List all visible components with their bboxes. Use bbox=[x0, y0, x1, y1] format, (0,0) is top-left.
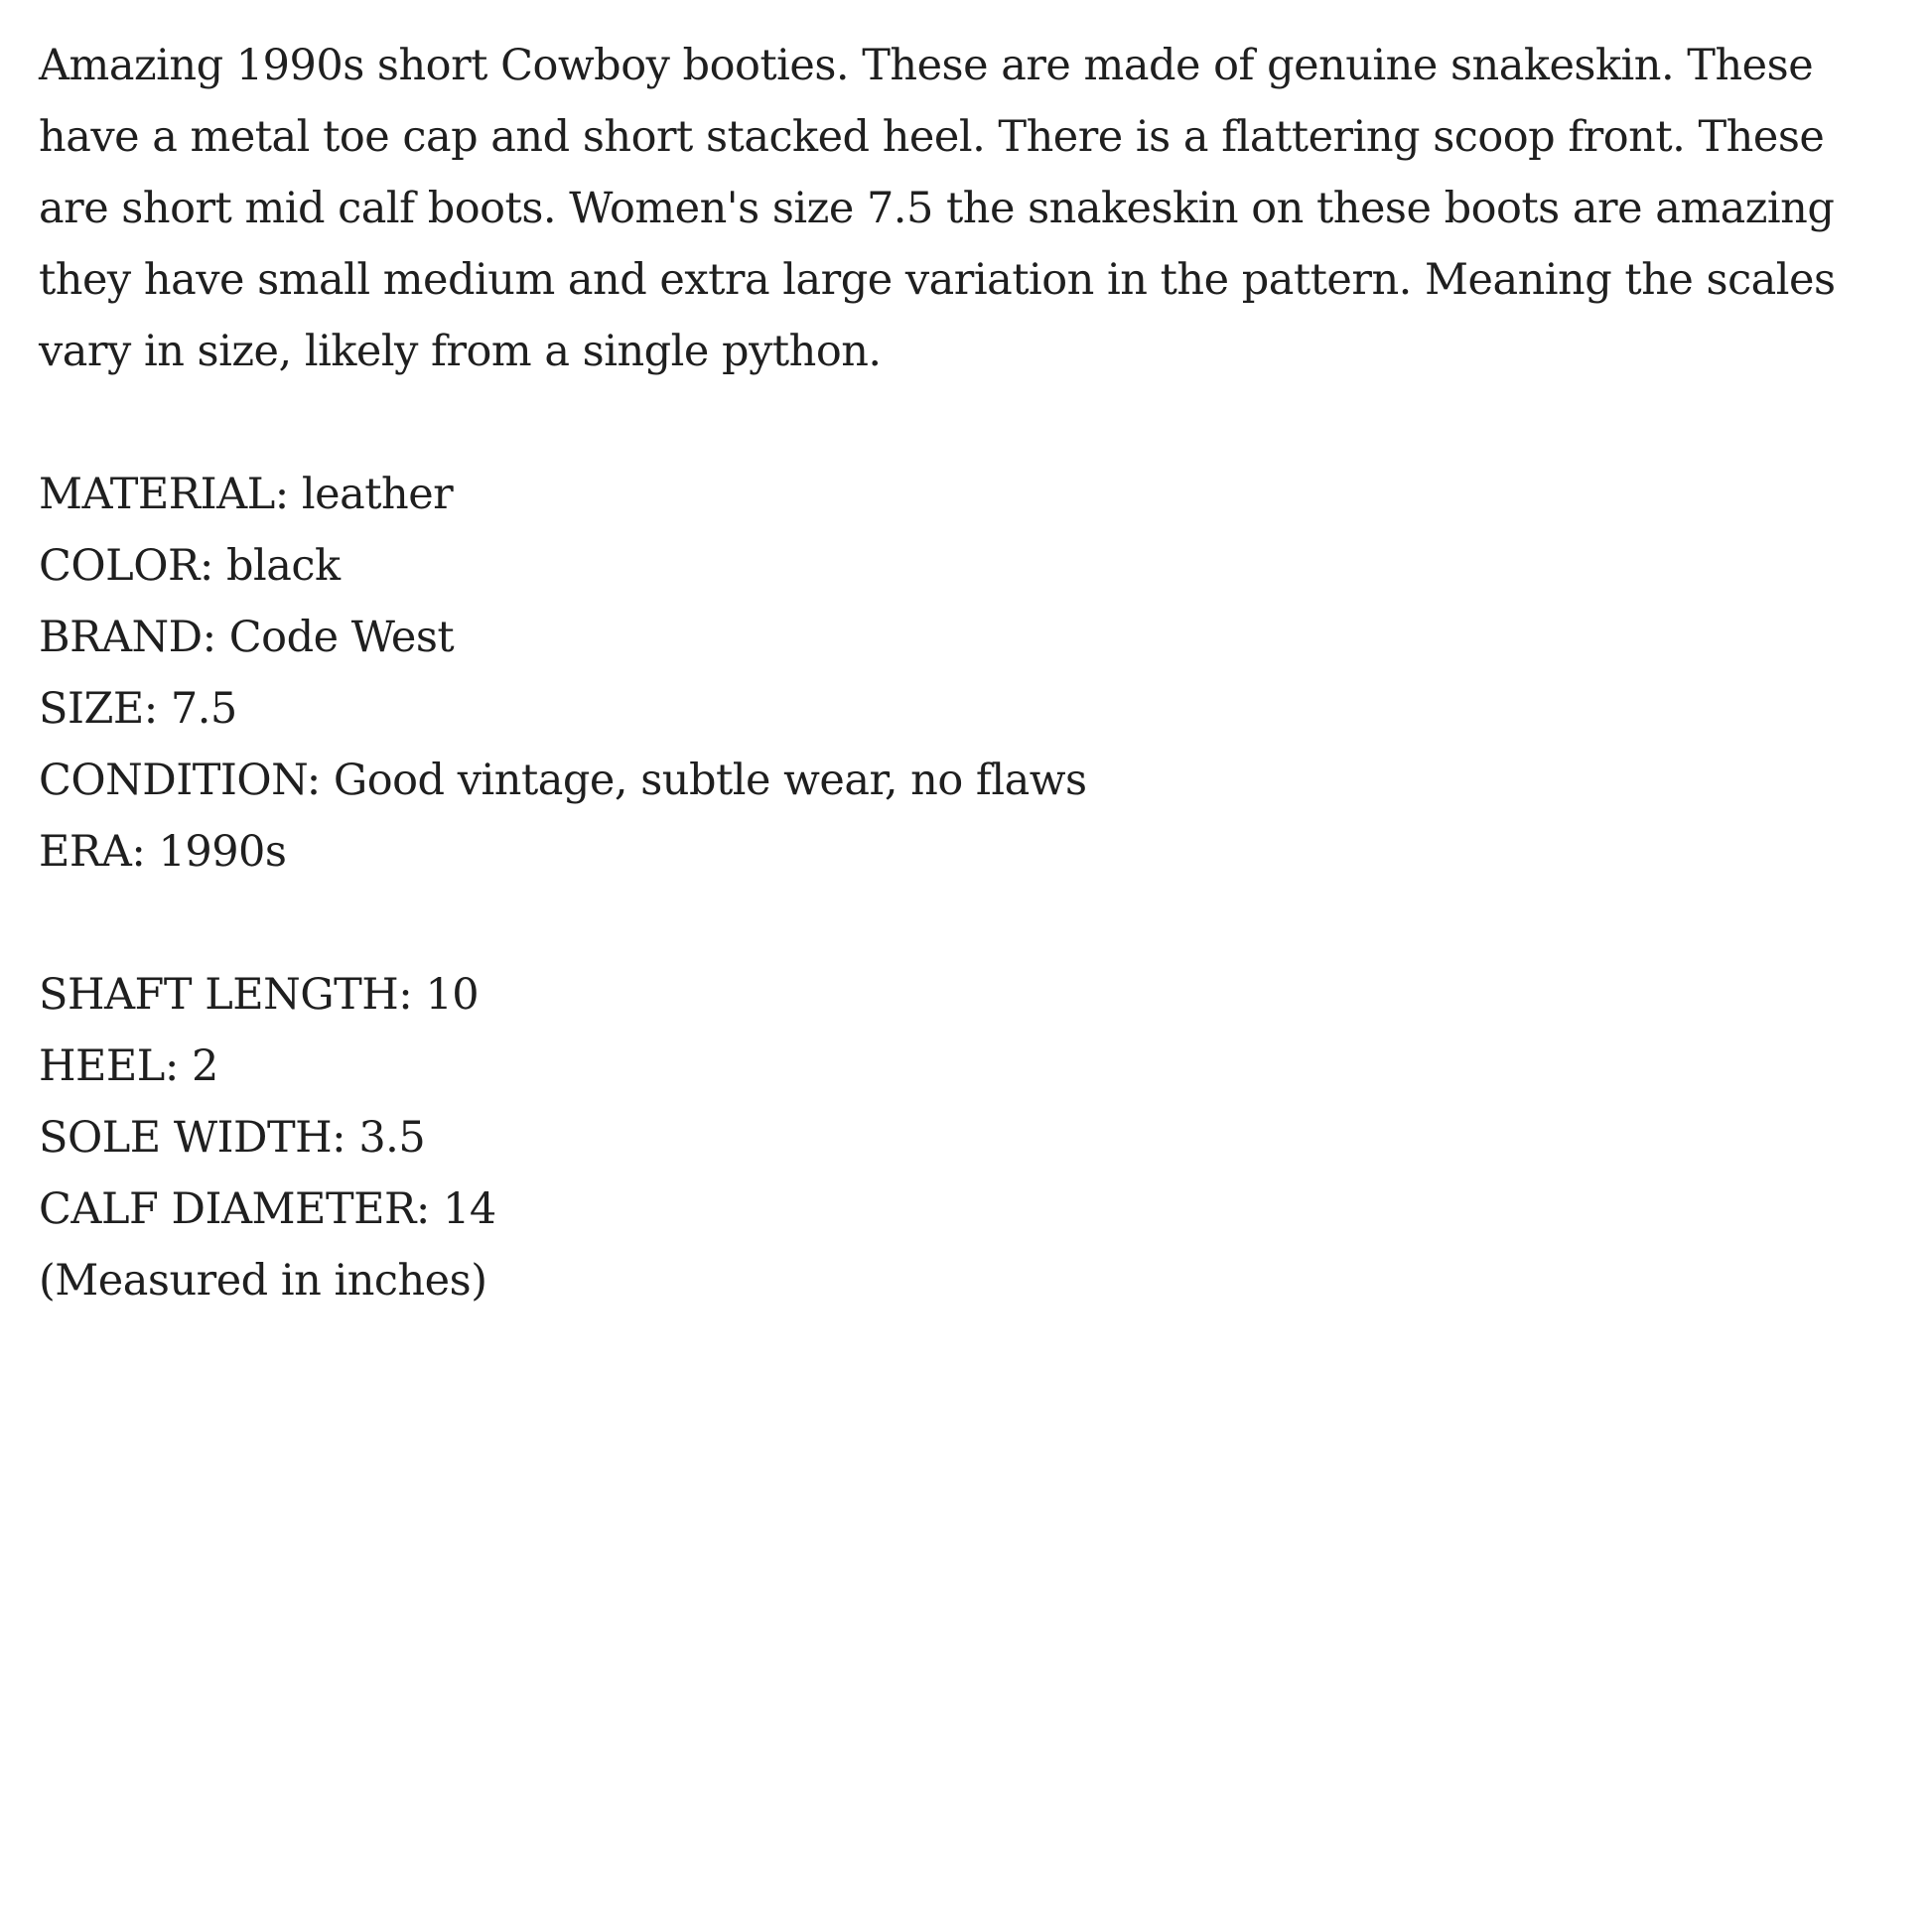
spec-color: COLOR: black bbox=[39, 541, 341, 591]
spec-material: MATERIAL: leather bbox=[39, 470, 454, 519]
measurement-shaft-length: SHAFT LENGTH: 10 bbox=[39, 970, 480, 1020]
spec-era: ERA: 1990s bbox=[39, 827, 287, 877]
section-spacer bbox=[39, 888, 1905, 959]
measurement-sole-width: SOLE WIDTH: 3.5 bbox=[39, 1113, 426, 1163]
description-paragraph: Amazing 1990s short Cowboy booties. These are made of genuine snakeskin. These have a metal toe cap and short stacked heel. There is a flattering scoop front. These are short mid calf boots. Women's size 7.5 the snakeskin on these boots are amazing they have small medium and extra large variation in the pattern. Meaning the scales vary in size, likely from a single python. bbox=[39, 41, 1836, 376]
spec-condition: CONDITION: Good vintage, subtle wear, no flaws bbox=[39, 756, 1087, 805]
specs-list bbox=[39, 459, 1905, 888]
section-spacer bbox=[39, 387, 1905, 459]
spec-size: SIZE: 7.5 bbox=[39, 684, 237, 734]
measurement-heel: HEEL: 2 bbox=[39, 1041, 218, 1091]
listing-description bbox=[39, 30, 1905, 1316]
spec-brand: BRAND: Code West bbox=[39, 613, 455, 662]
measurement-calf-diameter: CALF DIAMETER: 14 bbox=[39, 1184, 496, 1234]
measurements-list bbox=[39, 959, 1905, 1316]
measurement-unit-note: (Measured in inches) bbox=[39, 1256, 487, 1306]
